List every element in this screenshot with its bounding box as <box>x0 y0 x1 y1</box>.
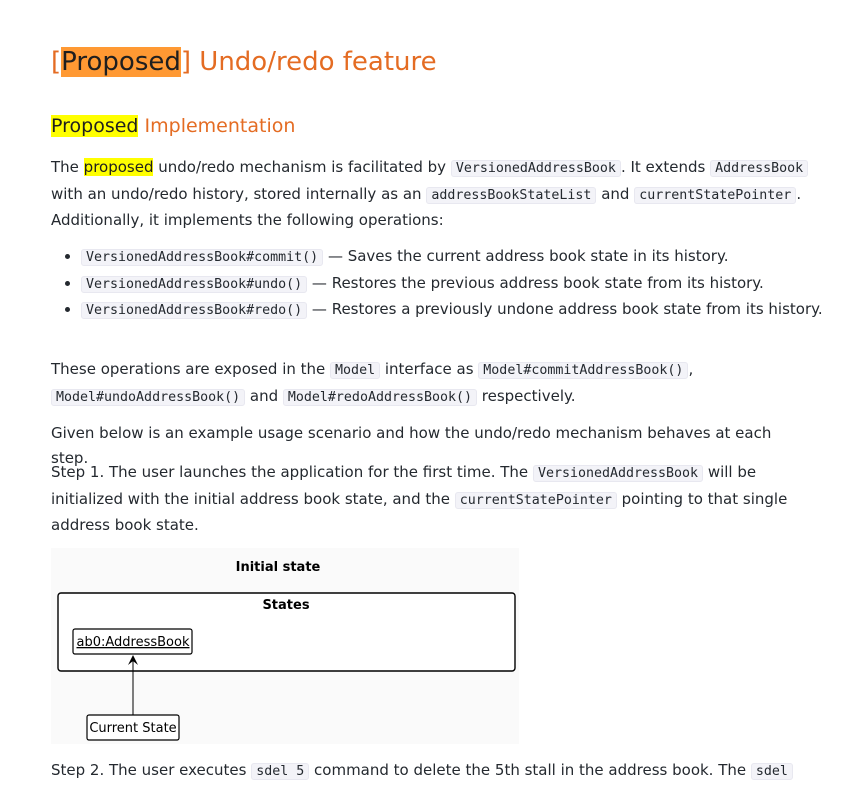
code-redo: VersionedAddressBook#redo() <box>81 302 307 319</box>
code-redo-address-book: Model#redoAddressBook() <box>283 389 477 406</box>
list-item: • VersionedAddressBook#undo() — Restores the previous address book state from its history. <box>81 271 841 298</box>
section-heading <box>51 112 295 140</box>
code-commit: VersionedAddressBook#commit() <box>81 249 323 266</box>
proposed-highlight: proposed <box>83 158 154 176</box>
exposed-paragraph: These operations are exposed in the Model interface as Model#commitAddressBook() , Model#undoAddressBook() and Model#redoAddressBook() respectively. <box>51 360 694 405</box>
states-label: States <box>262 598 310 613</box>
intro-paragraph: The proposed undo/redo mechanism is facilitated by VersionedAddressBook . It extends AddressBook with an undo/redo history, stored internally as an addressBookStateList and currentStatePointer . Additionally, it implements the following operations: <box>51 155 811 233</box>
section-heading-rest: Implementation <box>138 115 296 137</box>
code-address-book-state-list: addressBookStateList <box>426 187 596 204</box>
code-address-book: AddressBook <box>710 160 808 177</box>
page-title <box>51 44 437 80</box>
title-highlight: Proposed <box>61 47 181 77</box>
list-item: • VersionedAddressBook#commit() — Saves the current address book state in its history. <box>81 244 841 271</box>
code-undo-address-book: Model#undoAddressBook() <box>51 389 245 406</box>
diagram-svg <box>51 548 519 744</box>
code-undo: VersionedAddressBook#undo() <box>81 276 307 293</box>
current-state-label: Current State <box>89 721 177 736</box>
section-heading-highlight: Proposed <box>51 115 139 137</box>
code-sdel: sdel <box>751 763 793 780</box>
operations-list <box>51 244 841 324</box>
title-suffix: ] Undo/redo feature <box>180 47 437 77</box>
step2-paragraph: Step 2. The user executes sdel 5 command to delete the 5th stall in the address book. The sdel <box>51 758 811 785</box>
initial-state-diagram <box>51 548 519 744</box>
code-current-state-pointer-step1: currentStatePointer <box>455 492 617 509</box>
scenario-intro: Given below is an example usage scenario and how the undo/redo mechanism behaves at each step. <box>51 424 772 467</box>
address-book-object-label: ab0:AddressBook <box>76 635 190 650</box>
code-versioned-address-book: VersionedAddressBook <box>451 160 621 177</box>
title-bracket: [ <box>51 47 62 77</box>
code-sdel-5: sdel 5 <box>251 763 309 780</box>
list-item: • VersionedAddressBook#redo() — Restores a previously undone address book state from its history. <box>81 297 841 324</box>
code-versioned-address-book-step1: VersionedAddressBook <box>533 465 703 482</box>
code-current-state-pointer: currentStatePointer <box>634 187 796 204</box>
step1-paragraph: Step 1. The user launches the application for the first time. The VersionedAddressBook will be initialized with the initial address book state, and the currentStatePointer pointing to that single address book state. <box>51 463 788 534</box>
diagram-title: Initial state <box>235 560 321 575</box>
code-model: Model <box>330 362 380 379</box>
code-commit-address-book: Model#commitAddressBook() <box>478 362 688 379</box>
